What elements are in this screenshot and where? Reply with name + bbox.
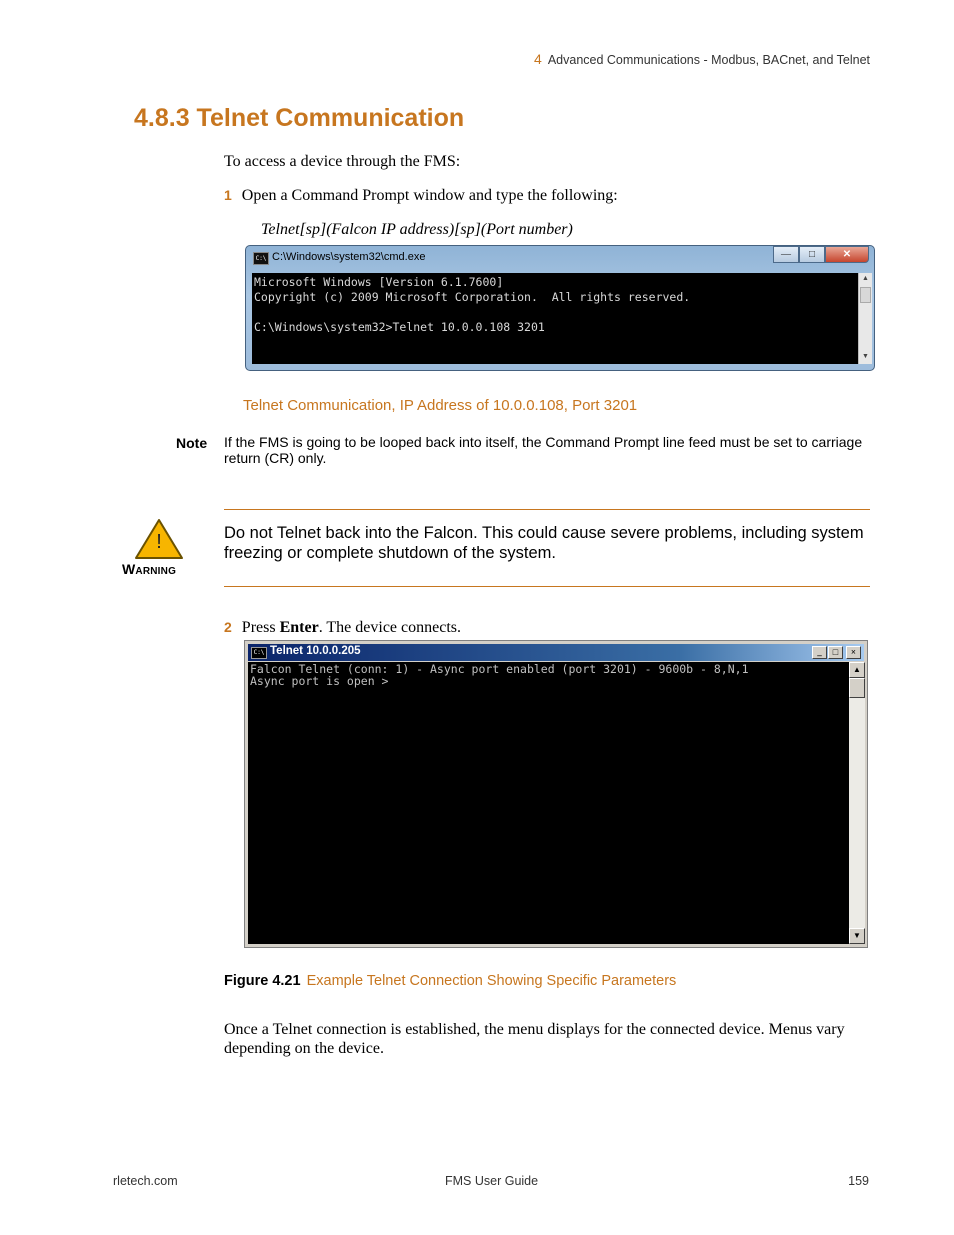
warning-symbol: ! — [156, 531, 162, 553]
maximize-icon: □ — [799, 246, 825, 263]
step-1-number: 1 — [224, 187, 232, 203]
step-2 — [224, 618, 461, 637]
telnet-syntax: Telnet[sp](Falcon IP address)[sp](Port number) — [261, 221, 573, 238]
intro-text: To access a device through the FMS: — [224, 153, 461, 170]
warning-icon — [134, 518, 184, 560]
figure-caption-2 — [224, 973, 676, 989]
minimize-icon: — — [773, 246, 799, 263]
warning-label: Warning — [122, 561, 177, 577]
footer-website: rletech.com — [113, 1174, 178, 1188]
close-icon: ✕ — [825, 246, 869, 263]
scroll-down-icon: ▼ — [862, 352, 869, 360]
step-2-number: 2 — [224, 619, 232, 635]
step-1 — [224, 186, 618, 205]
scroll-thumb — [860, 287, 871, 303]
footer-guide-title: FMS User Guide — [445, 1174, 539, 1188]
step-1-text: Open a Command Prompt window and type the following: — [241, 187, 618, 204]
scroll-down-icon: ▼ — [849, 928, 865, 944]
closing-paragraph: Once a Telnet connection is established, the menu displays for the connected device. Menus vary depending on the device. — [224, 1021, 845, 1057]
warning-rule-bottom — [224, 586, 870, 587]
telnet-console-text: Falcon Telnet (conn: 1) - Async port enabled (port 3201) - 9600b - 8,N,1 Async port is open > — [250, 662, 749, 688]
cmd-scrollbar — [858, 273, 872, 364]
note-label: Note — [176, 435, 208, 451]
telnet-window-controls — [811, 646, 861, 659]
telnet-scrollbar — [849, 662, 865, 944]
figure-label: Figure 4.21 — [224, 973, 301, 989]
chapter-title: Advanced Communications - Modbus, BACnet, and Telnet — [547, 53, 870, 67]
cmd-console-text: Microsoft Windows [Version 6.1.7600] Copyright (c) 2009 Microsoft Corporation. All rights reserved. C:\Windows\system32>Telnet 10.0.0.108 3201 — [254, 275, 691, 334]
scroll-up-icon: ▲ — [862, 274, 869, 282]
cmd-window-controls — [773, 246, 869, 264]
figure-caption-1: Telnet Communication, IP Address of 10.0.0.108, Port 3201 — [243, 397, 638, 414]
cmd-window-screenshot — [245, 245, 875, 371]
section-title: 4.8.3 Telnet Communication — [134, 104, 465, 132]
warning-rule-top — [224, 509, 870, 510]
footer-page-number: 159 — [848, 1174, 869, 1188]
chapter-number: 4 — [534, 51, 542, 67]
telnet-titlebar — [248, 644, 864, 661]
minimize-icon: _ — [812, 646, 827, 659]
step-2-key: Enter — [279, 619, 319, 636]
cmd-console — [252, 273, 858, 364]
running-header — [534, 51, 870, 67]
telnet-app-icon: C:\ — [251, 647, 267, 659]
close-icon: × — [846, 646, 861, 659]
scroll-up-icon: ▲ — [849, 662, 865, 678]
note-text: If the FMS is going to be looped back into itself, the Command Prompt line feed must be set to carriage return (CR) only. — [224, 434, 863, 466]
warning-text: Do not Telnet back into the Falcon. This could cause severe problems, including system freezing or complete shutdown of the system. — [224, 524, 864, 562]
figure-caption-text: Example Telnet Connection Showing Specific Parameters — [306, 973, 677, 989]
telnet-console — [248, 662, 849, 944]
telnet-window-title: Telnet 10.0.0.205 — [270, 645, 361, 657]
cmd-window-title: C:\Windows\system32\cmd.exe — [272, 251, 426, 263]
maximize-icon: □ — [828, 646, 843, 659]
step-2-text-after: . The device connects. — [318, 619, 461, 636]
cmd-app-icon: C:\ — [253, 252, 269, 265]
telnet-window-screenshot — [244, 640, 868, 948]
scroll-thumb — [849, 678, 865, 698]
step-2-text-before: Press — [241, 619, 280, 636]
